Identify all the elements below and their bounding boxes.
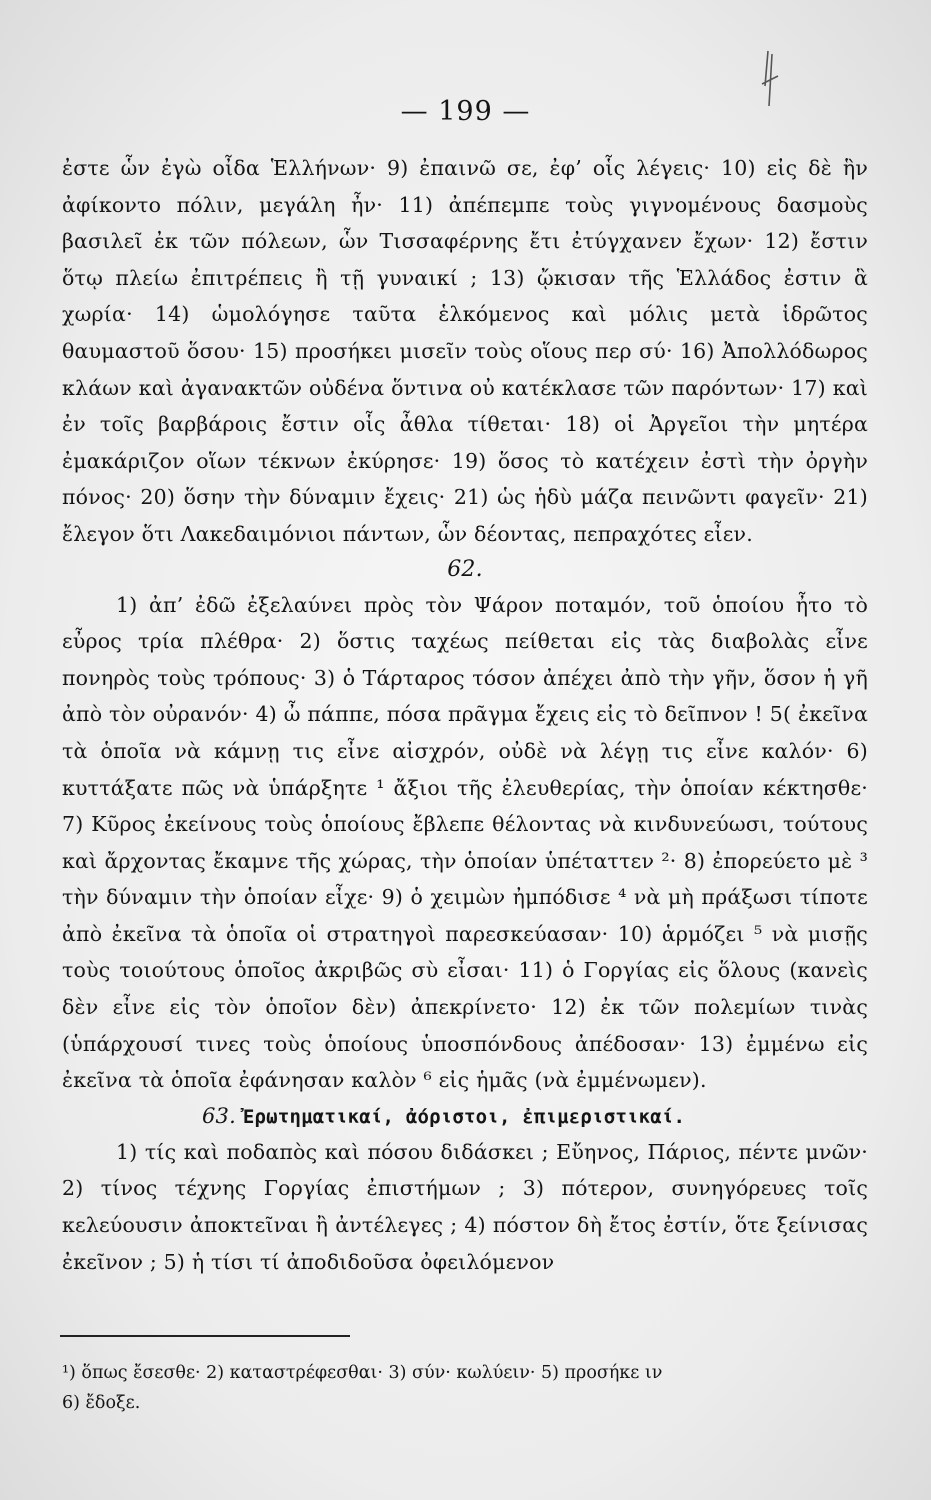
main-text (62, 150, 868, 1280)
section-63-number: 63. (202, 1103, 236, 1128)
section-63-title: Ἐρωτηματικαί, ἀόριστοι, ἐπιμεριστικαί. (242, 1105, 686, 1128)
section-62-text: 1) ἀπ’ ἐδῶ ἐξελαύνει πρὸς τὸν Ψάρον ποταμόν, τοῦ ὁποίου ἦτο τὸ εὖρος τρία πλέθρα· 2) ὅστις ταχέως πείθεται εἰς τὰς διαβολὰς εἶνε πονηρὸς τοὺς τρόπους· 3) ὁ Τάρταρος τόσον ἀπέχει ἀπὸ τὴν γῆν, ὅσον ἡ γῆ ἀπὸ τὸν οὐρανόν· 4) ὦ πάππε, πόσα πρᾶγμα ἔχεις εἰς τὸ δεῖπνον ! 5( ἐκεῖνα τὰ ὁποῖα νὰ κάμνῃ τις εἶνε αἰσχρόν, οὐδὲ νὰ λέγῃ τις εἶνε καλόν· 6) κυττάξατε πῶς νὰ ὑπάρξητε ¹ ἄξιοι τῆς ἐλευθερίας, τὴν ὁποίαν κέκτησθε· 7) Κῦρος ἐκείνους τοὺς ὁποίους ἔβλεπε θέλοντας νὰ κινδυνεύωσι, τούτους καὶ ἄρχοντας ἔκαμνε τῆς χώρας, τὴν ὁποίαν ὑπέταττεν ²· 8) ἐπορεύετο μὲ ³ τὴν δύναμιν τὴν ὁποίαν εἶχε· 9) ὁ χειμὼν ἠμπόδισε ⁴ νὰ μὴ πράξωσι τίποτε ἀπὸ ἐκεῖνα τὰ ὁποῖα οἱ στρατηγοὶ παρεσκεύασαν· 10) ἁρμόζει ⁵ νὰ μισῇς τοὺς τοιούτους ὁποῖος ἀκριβῶς σὺ εἶσαι· 11) ὁ Γοργίας εἰς ὅλους (κανεὶς δὲν εἶνε εἰς τὸν ὁποῖον δὲν) ἀπεκρίνετο· 12) ἐκ τῶν πολεμίων τινὰς (ὑπάρχουσί τινες τοὺς ὁποίους ὑποσπόνδους ἀπέδοσαν· 13) ἐμμένω εἰς ἐκεῖνα τὰ ὁποῖα ἐφάνησαν καλὸν ⁶ εἰς ἡμᾶς (νὰ ἐμμένωμεν). (62, 592, 868, 1093)
footnote-line: 6) ἔδοξε. (62, 1393, 141, 1413)
section-62-heading: 62. (447, 556, 483, 582)
page-number: — 199 — (400, 96, 531, 127)
footnote-divider (60, 1335, 350, 1337)
section-63-text: 1) τίς καὶ ποδαπὸς καὶ πόσου διδάσκει ; Εὔηνος, Πάριος, πέντε μνῶν· 2) τίνος τέχνης Γοργίας ἐπιστήμων ; 3) πότερον, συνηγόρευες τοῖς κελεύουσιν ἀποκτεῖναι ἢ ἀντέλεγες ; 4) πόστον δὴ ἔτος ἐστίν, ὅτε ξείνισας ἐκεῖνον ; 5) ἡ τίσι τί ἀποδιδοῦσα ὀφειλόμενον (62, 1139, 868, 1274)
footnotes (62, 1358, 868, 1418)
footnote-line: ¹) ὅπως ἔσεσθε· 2) καταστρέφεσθαι· 3) σύν· κωλύειν· 5) προσήκε ιν (62, 1363, 663, 1383)
section-63-heading (62, 1099, 868, 1134)
paragraph-continuation: ἐστε ὧν ἐγὼ οἶδα Ἑλλήνων· 9) ἐπαινῶ σε, ἐφ’ οἷς λέγεις· 10) εἰς δὲ ἣν ἀφίκοντο πόλιν, μεγάλη ἦν· 11) ἀπέπεμπε τοὺς γιγνομένους δασμοὺς βασιλεῖ ἐκ τῶν πόλεων, ὧν Τισσαφέρνης ἔτι ἐτύγχανεν ἔχων· 12) ἔστιν ὅτῳ πλείω ἐπιτρέπεις ἢ τῇ γυναικί ; 13) ᾤκισαν τῆς Ἑλλάδος ἐστιν ἃ χωρία· 14) ὡμολόγησε ταῦτα ἑλκόμενος καὶ μόλις μετὰ ἱδρῶτος θαυμαστοῦ ὅσου· 15) προσήκει μισεῖν τοὺς οἵους περ σύ· 16) Ἀπολλόδωρος κλάων καὶ ἀγανακτῶν οὐδένα ὅντινα οὐ κατέκλασε τῶν παρόντων· 17) καὶ ἐν τοῖς βαρβάροις ἔστιν οἷς ἆθλα τίθεται· 18) οἱ Ἀργεῖοι τὴν μητέρα ἐμακάριζον οἵων τέκνων ἐκύρησε· 19) ὅσος τὸ κατέχειν ἐστὶ τὴν ὀργὴν πόνος· 20) ὅσην τὴν δύναμιν ἔχεις· 21) ὡς ἡδὺ μάζα πεινῶντι φαγεῖν· 21) ἔλεγον ὅτι Λακεδαιμόνιοι πάντων, ὧν δέοντας, πεπραχότες εἶεν. (62, 156, 868, 546)
